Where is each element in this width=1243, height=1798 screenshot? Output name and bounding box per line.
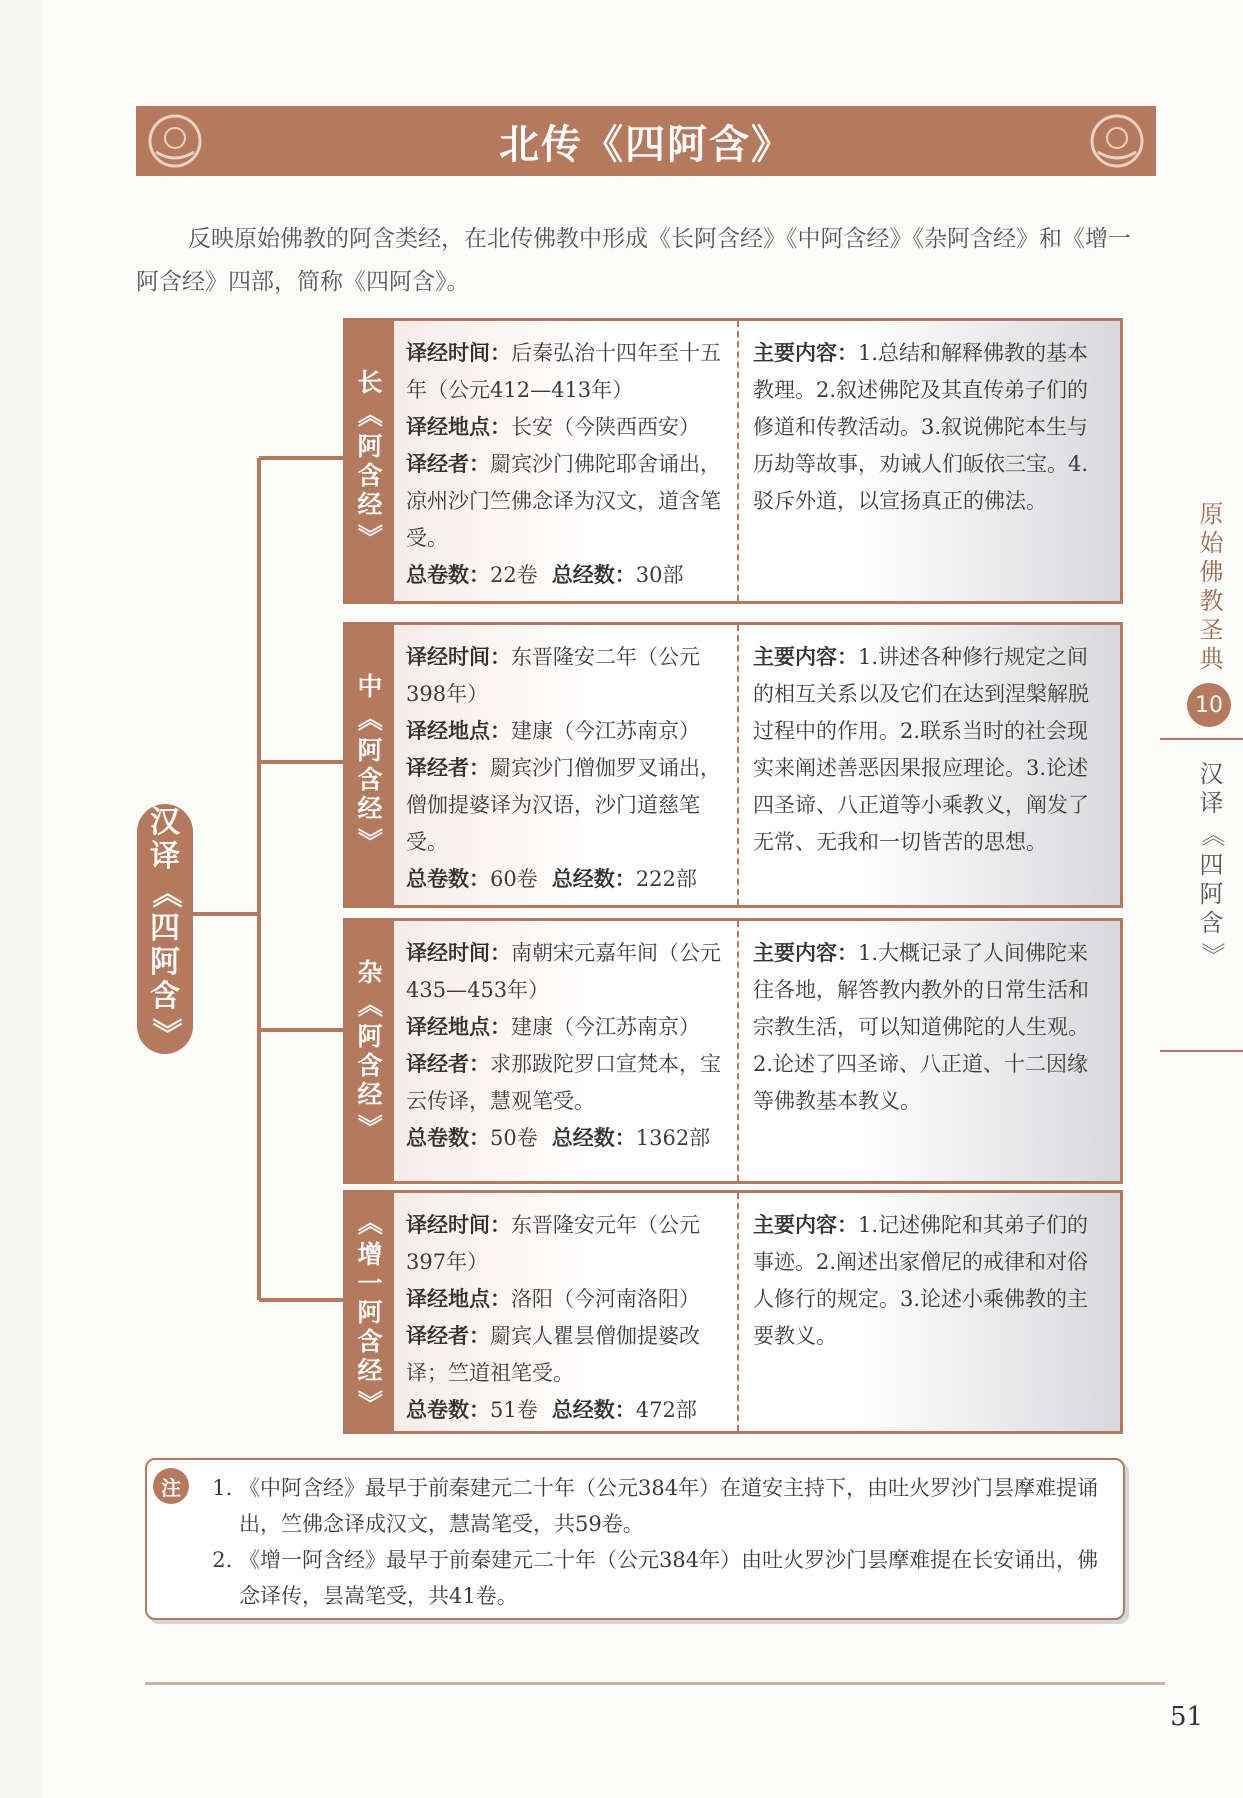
hub-char: 译 (150, 839, 180, 874)
main-content (739, 921, 1120, 1181)
side-tab-char: 阿 (1199, 880, 1224, 908)
note-item: 2. 《增一阿含经》最早于前秦建元二十年（公元384年）由吐火罗沙门昙摩难提在长安诵出，佛念译传，昙嵩笔受，共41卷。 (239, 1542, 1103, 1614)
notes-box (145, 1458, 1125, 1620)
page-number: 51 (1170, 1702, 1204, 1732)
sutra-title-char: 中 (357, 672, 383, 701)
sutra-title-char: 阿 (357, 1297, 383, 1327)
sutra-title-char: 经 (357, 490, 383, 519)
translation-place-label: 译经地点： (406, 1287, 511, 1311)
total-sutras-value: 472部 (635, 1398, 697, 1422)
total-volumes-value: 51卷 (490, 1398, 538, 1422)
sutra-title (346, 625, 394, 905)
title-banner (136, 106, 1156, 176)
side-divider (1160, 1050, 1243, 1052)
total-sutras-value: 222部 (635, 867, 697, 891)
translation-time-value: 东晋隆安元年（公元397年） (406, 1213, 700, 1274)
sutra-title-char: 长 (357, 368, 383, 397)
translation-time (406, 335, 725, 409)
translation-place (406, 409, 725, 446)
translator (406, 750, 725, 861)
translator-label: 译经者： (406, 756, 490, 780)
total-volumes-label: 总卷数： (406, 563, 490, 587)
total-volumes-label: 总卷数： (406, 1398, 490, 1422)
sutra-title-char: 增 (357, 1239, 383, 1269)
translation-time-value: 后秦弘治十四年至十五年（公元412—413年） (406, 341, 721, 402)
side-tab-char: 佛 (1199, 558, 1224, 586)
main-content-label: 主要内容： (753, 341, 858, 365)
totals (406, 861, 725, 898)
total-volumes-value: 50卷 (490, 1126, 538, 1150)
translation-place-value: 建康（今江苏南京） (511, 719, 700, 743)
totals (406, 1392, 725, 1429)
translation-place (406, 1281, 725, 1318)
notes-list (147, 1460, 1123, 1614)
sutra-title (346, 321, 394, 601)
card-zhong-ahan (343, 622, 1123, 908)
total-volumes-label: 总卷数： (406, 867, 490, 891)
card-za-ahan (343, 918, 1123, 1184)
hub-char: 四 (150, 911, 180, 946)
sutra-title-char: 《 (355, 991, 385, 1018)
translator-value: 罽宾沙门僧伽罗叉诵出，僧伽提婆译为汉语，沙门道慈笔受。 (406, 756, 721, 854)
translator-value: 罽宾人瞿昙僧伽提婆改译；竺道祖笔受。 (406, 1324, 700, 1385)
main-content-label: 主要内容： (753, 941, 858, 965)
hub-char: 《 (148, 878, 183, 908)
total-volumes-value: 22卷 (490, 563, 538, 587)
translation-time-value: 南朝宋元嘉年间（公元435—453年） (406, 941, 721, 1002)
translation-place-value: 洛阳（今河南洛阳） (511, 1287, 700, 1311)
main-content-value: 1.记述佛陀和其弟子们的事迹。2.阐述出家僧尼的戒律和对俗人修行的规定。3.论述小乘佛教的主要教义。 (753, 1213, 1089, 1348)
translation-time-label: 译经时间： (406, 941, 511, 965)
translation-time-label: 译经时间： (406, 1213, 511, 1237)
note-badge: 注 (153, 1468, 189, 1504)
bottom-divider (145, 1682, 1165, 1685)
translator-label: 译经者： (406, 1324, 490, 1348)
total-volumes-value: 60卷 (490, 867, 538, 891)
total-sutras-label: 总经数： (551, 867, 636, 891)
sutra-title-char: 含 (357, 1326, 383, 1356)
sutra-title-char: 经 (357, 1080, 383, 1109)
card-chang-ahan (343, 318, 1123, 604)
note-item: 1. 《中阿含经》最早于前秦建元二十年（公元384年）在道安主持下，由吐火罗沙门昙摩难提诵出，竺佛念译成汉文，慧嵩笔受，共59卷。 (239, 1470, 1103, 1542)
hub-char: 含 (150, 979, 180, 1014)
side-tab-char: 原 (1199, 500, 1224, 528)
total-sutras-label: 总经数： (551, 1398, 636, 1422)
translation-info (394, 921, 739, 1181)
totals (406, 1120, 725, 1157)
translator-label: 译经者： (406, 452, 490, 476)
hub-label (137, 804, 193, 1054)
translator-value: 罽宾沙门佛陀耶舍诵出，凉州沙门竺佛念译为汉文，道含笔受。 (406, 452, 721, 550)
side-tab-chapter (1180, 760, 1243, 971)
main-content-value: 1.大概记录了人间佛陀来往各地，解答教内教外的日常生活和宗教生活，可以知道佛陀的人生观。2.论述了四圣谛、八正道、十二因缘等佛教基本教义。 (753, 941, 1089, 1113)
intro-paragraph: 反映原始佛教的阿含类经，在北传佛教中形成《长阿含经》《中阿含经》《杂阿含经》和《增一阿含经》四部，简称《四阿含》。 (136, 226, 1131, 295)
translation-place-label: 译经地点： (406, 415, 511, 439)
translation-time-value: 东晋隆安二年（公元398年） (406, 645, 700, 706)
side-tab-char: 圣 (1199, 616, 1224, 644)
main-content-label: 主要内容： (753, 645, 858, 669)
sutra-title-char: 经 (357, 1355, 383, 1385)
translation-time-label: 译经时间： (406, 341, 511, 365)
translation-info (394, 1193, 739, 1431)
hub-char: 》 (148, 1018, 183, 1048)
sutra-title-char: 《 (355, 401, 385, 428)
sutra-title-char: 阿 (357, 432, 383, 461)
translator (406, 446, 725, 557)
side-tab-char: 译 (1199, 789, 1224, 817)
translation-time (406, 935, 725, 1009)
side-tab-char: 教 (1199, 587, 1224, 615)
side-tab-char: 四 (1199, 851, 1224, 879)
main-content-value: 1.总结和解释佛教的基本教理。2.叙述佛陀及其直传弟子们的修道和传教活动。3.叙说佛陀本生与历劫等故事，劝诫人们皈依三宝。4.驳斥外道，以宣扬真正的佛法。 (753, 341, 1089, 513)
translation-place (406, 1009, 725, 1046)
sutra-title-char: 《 (355, 705, 385, 732)
side-tab-char: 《 (1198, 822, 1226, 847)
hub-char: 阿 (150, 945, 180, 980)
translation-place-value: 长安（今陕西西安） (511, 415, 700, 439)
lotus-emblem-icon (1088, 112, 1146, 170)
side-tab-char: 含 (1199, 909, 1224, 937)
sutra-title (346, 1193, 394, 1431)
translation-time-label: 译经时间： (406, 645, 511, 669)
sutra-title-char: 》 (355, 1389, 385, 1415)
translation-time (406, 1207, 725, 1281)
side-tab-char: 》 (1198, 942, 1226, 967)
main-content (739, 321, 1120, 601)
sutra-title-char: 杂 (357, 958, 383, 987)
translation-info (394, 625, 739, 905)
sutra-title-char: 经 (357, 794, 383, 823)
lotus-emblem-icon (146, 112, 204, 170)
sutra-title-char: 》 (355, 523, 385, 550)
main-content (739, 1193, 1120, 1431)
side-tab-char: 典 (1199, 645, 1224, 673)
side-tab-section (1180, 500, 1243, 674)
card-zengyi-ahan (343, 1190, 1123, 1434)
hub-char: 汉 (150, 805, 180, 840)
translation-time (406, 639, 725, 713)
total-sutras-value: 1362部 (635, 1126, 711, 1150)
sutra-title-char: 含 (357, 461, 383, 490)
main-content-label: 主要内容： (753, 1213, 858, 1237)
main-content-value: 1.讲述各种修行规定之间的相互关系以及它们在达到涅槃解脱过程中的作用。2.联系当时的社会现实来阐述善恶因果报应理论。3.论述四圣谛、八正道等小乘教义，阐发了无常、无我和一切皆苦的思想。 (753, 645, 1089, 854)
totals (406, 557, 725, 594)
total-sutras-label: 总经数： (551, 563, 636, 587)
sutra-title-char: 含 (357, 765, 383, 794)
sutra-title-char: 一 (357, 1268, 383, 1298)
sutra-title-char: 阿 (357, 736, 383, 765)
main-content (739, 625, 1120, 905)
translator-label: 译经者： (406, 1052, 490, 1076)
sutra-title (346, 921, 394, 1181)
sutra-title-char: 》 (355, 827, 385, 854)
translator-value: 求那跋陀罗口宣梵本，宝云传译，慧观笔受。 (406, 1052, 721, 1113)
side-tab-char: 汉 (1199, 760, 1224, 788)
page-title: 北传《四阿含》 (499, 121, 793, 168)
side-tab-char: 始 (1199, 529, 1224, 557)
chapter-badge: 10 (1187, 683, 1231, 727)
side-divider (1160, 738, 1243, 740)
translation-place-value: 建康（今江苏南京） (511, 1015, 700, 1039)
sutra-title-char: 《 (355, 1209, 385, 1235)
translation-info (394, 321, 739, 601)
translator (406, 1046, 725, 1120)
total-sutras-value: 30部 (635, 563, 684, 587)
total-volumes-label: 总卷数： (406, 1126, 490, 1150)
translation-place (406, 713, 725, 750)
sutra-title-char: 阿 (357, 1022, 383, 1051)
sutra-title-char: 含 (357, 1051, 383, 1080)
translation-place-label: 译经地点： (406, 1015, 511, 1039)
translator (406, 1318, 725, 1392)
total-sutras-label: 总经数： (551, 1126, 636, 1150)
translation-place-label: 译经地点： (406, 719, 511, 743)
sutra-title-char: 》 (355, 1113, 385, 1140)
